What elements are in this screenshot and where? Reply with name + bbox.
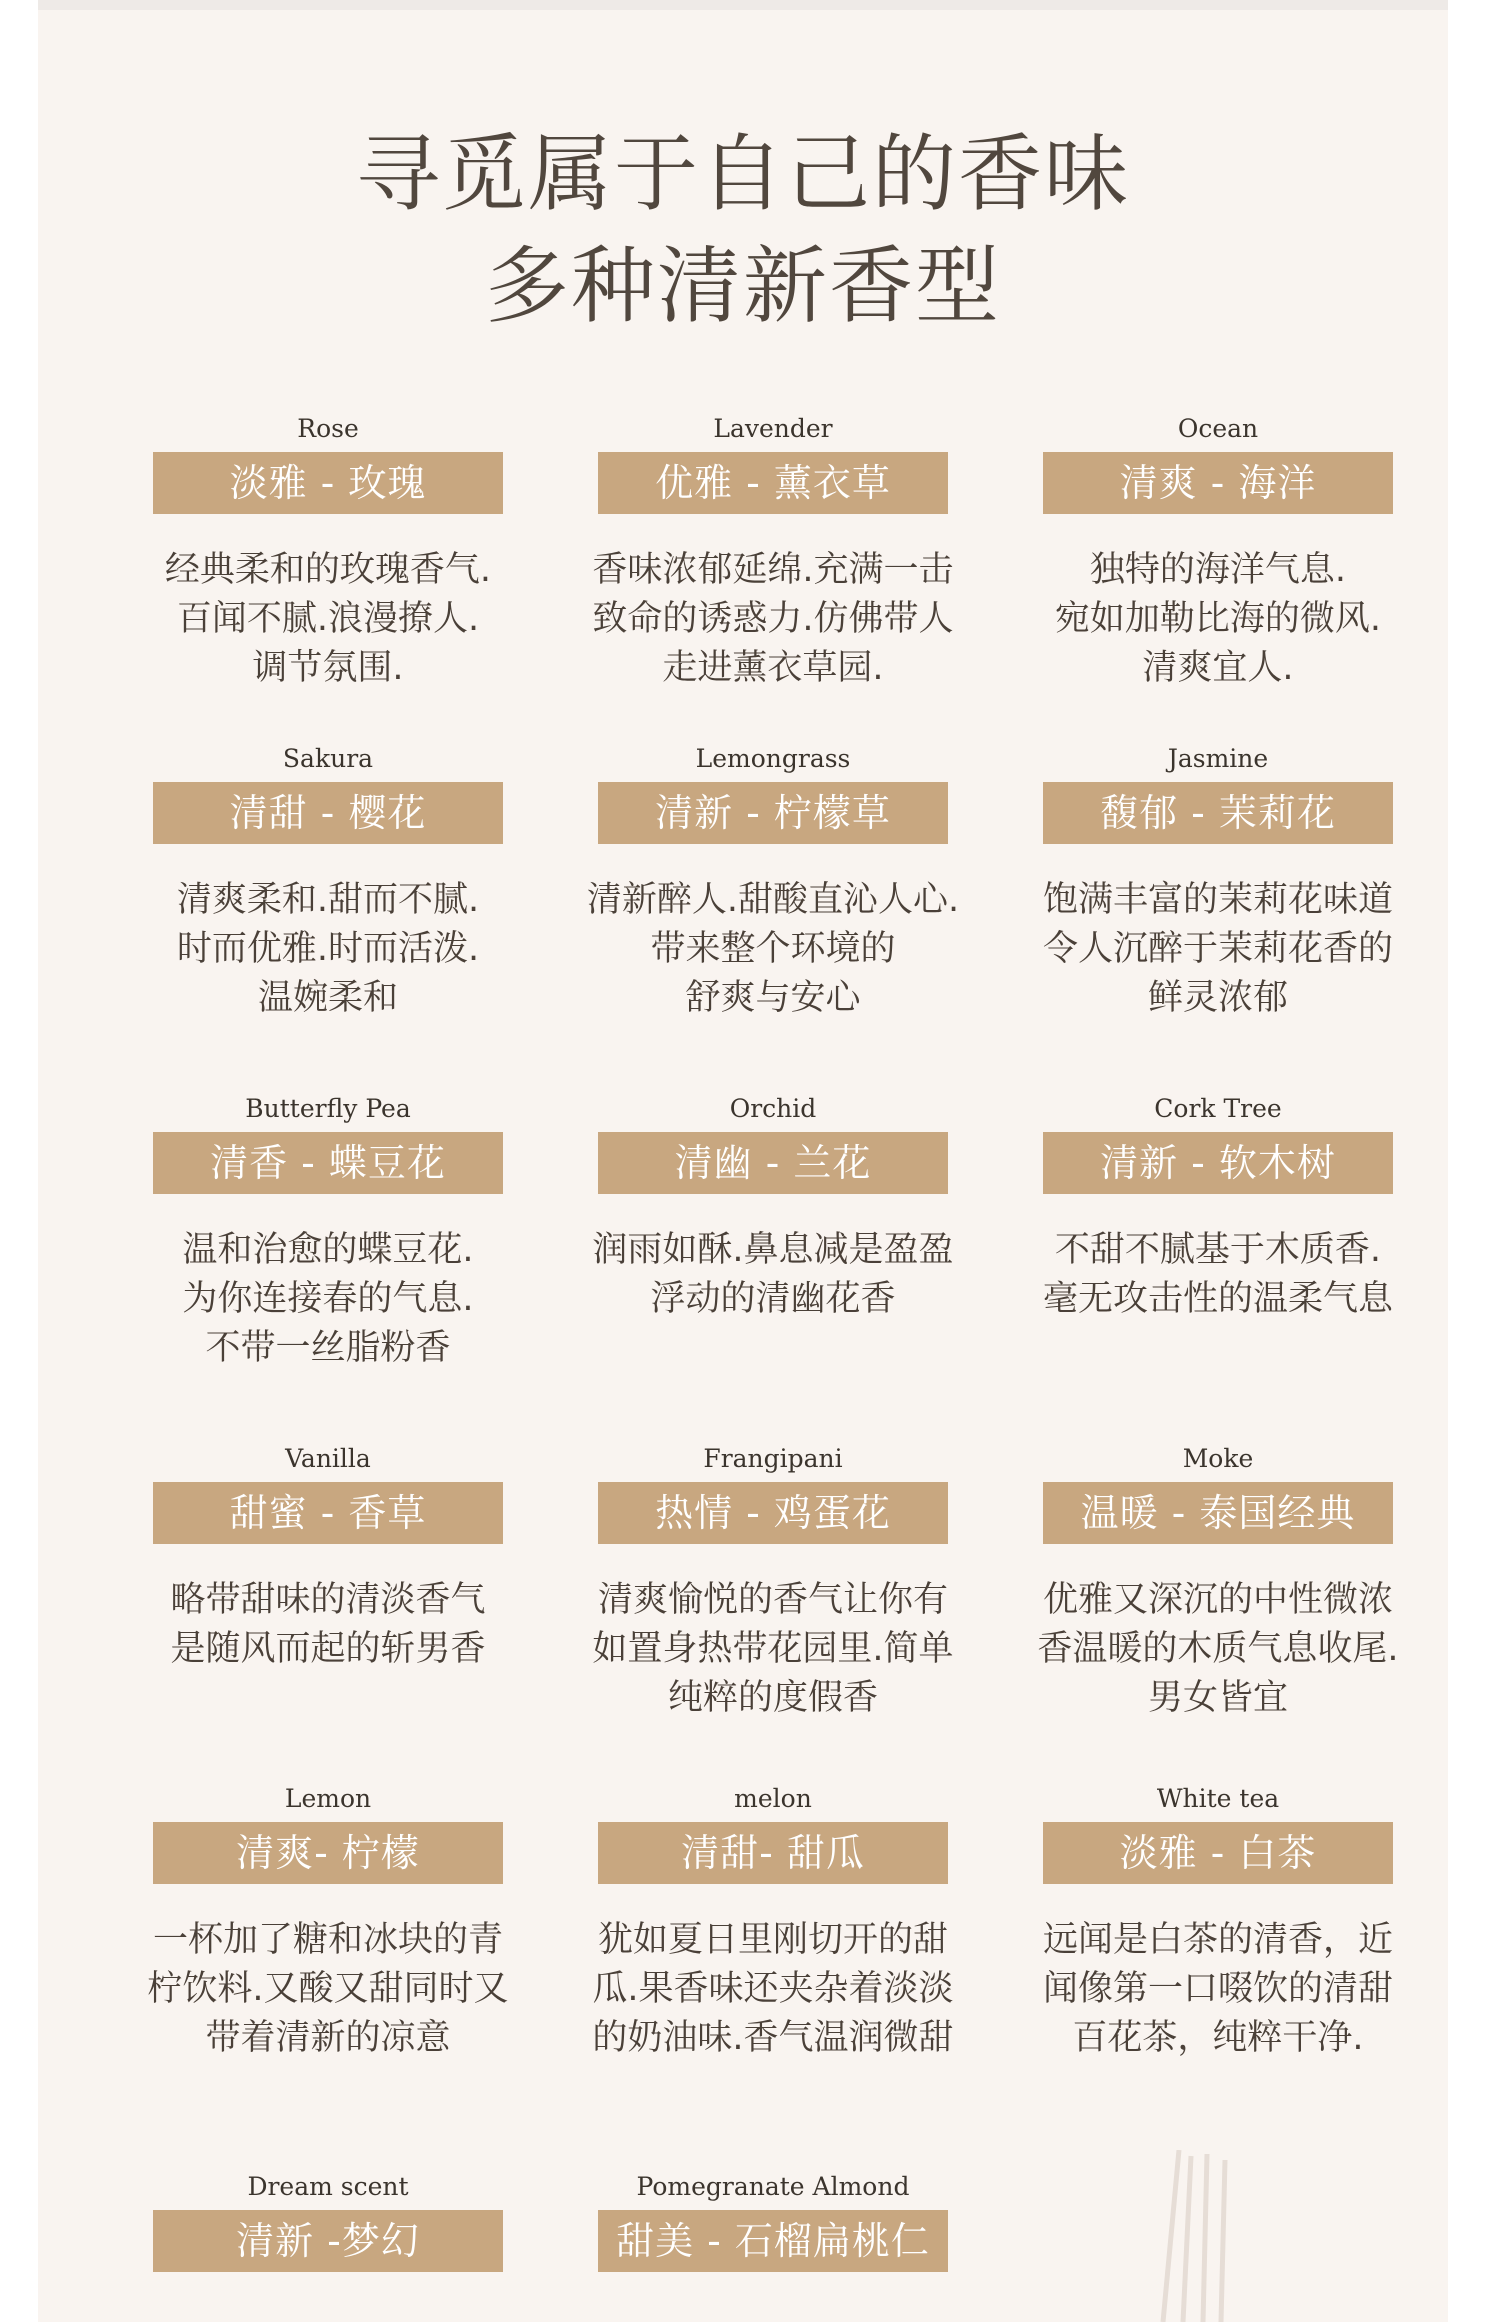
desc-line: 宛如加勒比海的微风.: [1054, 599, 1382, 639]
scent-card-orchid: [553, 1090, 993, 1324]
scent-english-name: Cork Tree: [1154, 1094, 1282, 1123]
scent-description: [553, 1916, 993, 2063]
scent-label-badge: 清新 - 软木树: [1043, 1132, 1393, 1194]
reed-diffuser-illustration: [1133, 2150, 1253, 2322]
scent-description: [108, 1576, 548, 1674]
desc-line: 犹如夏日里刚切开的甜: [597, 1920, 948, 1960]
scent-label-badge: 清新 -梦幻: [153, 2210, 503, 2272]
scent-card-jasmine: [998, 740, 1438, 1023]
scent-card-ocean: [998, 410, 1438, 693]
desc-line: 令人沉醉于茉莉花香的: [1042, 929, 1393, 969]
desc-line: 毫无攻击性的温柔气息: [1042, 1279, 1393, 1319]
scent-description: [553, 1576, 993, 1723]
desc-line: 如置身热带花园里.简单: [592, 1629, 954, 1669]
scent-english-name: White tea: [1156, 1784, 1280, 1813]
scent-description: [553, 1226, 993, 1324]
scent-english-name: Jasmine: [1167, 744, 1269, 773]
desc-line: 清爽柔和.甜而不腻.: [176, 880, 480, 920]
desc-line: 清爽宜人.: [1142, 648, 1294, 688]
title-line-1: 寻觅属于自己的香味: [355, 125, 1130, 223]
desc-line: 优雅又深沉的中性微浓: [1042, 1580, 1393, 1620]
desc-line: 舒爽与安心: [685, 978, 861, 1018]
scent-card-lemongrass: [553, 740, 993, 1023]
desc-line: 带着清新的凉意: [205, 2018, 451, 2058]
scent-label-badge: 清幽 - 兰花: [598, 1132, 948, 1194]
scent-card-vanilla: [108, 1440, 548, 1674]
scent-card-moke: [998, 1440, 1438, 1723]
desc-line: 柠饮料.又酸又甜同时又: [147, 1969, 509, 2009]
scent-label-badge: 清甜 - 樱花: [153, 782, 503, 844]
desc-line: 润雨如酥.鼻息减是盈盈: [592, 1230, 954, 1270]
scent-description: [108, 1916, 548, 2063]
page-title: [38, 118, 1448, 342]
desc-line: 远闻是白茶的清香，近: [1042, 1920, 1393, 1960]
scent-label-badge: 清香 - 蝶豆花: [153, 1132, 503, 1194]
desc-line: 百闻不腻.浪漫撩人.: [176, 599, 480, 639]
desc-line: 男女皆宜: [1147, 1678, 1288, 1718]
desc-line: 百花茶，纯粹干净.: [1072, 2018, 1364, 2058]
scent-card-white-tea: [998, 1780, 1438, 2063]
desc-line: 温婉柔和: [257, 978, 398, 1018]
scent-description: [553, 876, 993, 1023]
desc-line: 清爽愉悦的香气让你有: [597, 1580, 948, 1620]
desc-line: 走进薰衣草园.: [662, 648, 884, 688]
desc-line: 经典柔和的玫瑰香气.: [164, 550, 492, 590]
desc-line: 鲜灵浓郁: [1147, 978, 1288, 1018]
desc-line: 时而优雅.时而活泼.: [176, 929, 480, 969]
scent-english-name: Ocean: [1177, 414, 1259, 443]
scent-card-rose: [108, 410, 548, 693]
scent-label-badge: 清甜- 甜瓜: [598, 1822, 948, 1884]
scent-english-name: Moke: [1182, 1444, 1254, 1473]
desc-line: 一杯加了糖和冰块的青: [152, 1920, 503, 1960]
scent-english-name: Lemongrass: [695, 744, 851, 773]
scent-english-name: Orchid: [729, 1094, 817, 1123]
scent-english-name: Lavender: [713, 414, 833, 443]
scent-english-name: Rose: [297, 414, 359, 443]
scent-card-sakura: [108, 740, 548, 1023]
scent-english-name: Dream scent: [247, 2172, 409, 2201]
scent-label-badge: 清爽- 柠檬: [153, 1822, 503, 1884]
scent-catalog-page: [38, 0, 1448, 2322]
scent-description: [998, 1576, 1438, 1723]
scent-description: [998, 546, 1438, 693]
desc-line: 独特的海洋气息.: [1089, 550, 1347, 590]
scent-label-badge: 甜蜜 - 香草: [153, 1482, 503, 1544]
desc-line: 略带甜味的清淡香气: [170, 1580, 486, 1620]
desc-line: 是随风而起的斩男香: [170, 1629, 486, 1669]
desc-line: 浮动的清幽花香: [650, 1279, 896, 1319]
desc-line: 纯粹的度假香: [667, 1678, 878, 1718]
scent-english-name: Butterfly Pea: [245, 1094, 411, 1123]
scent-description: [553, 546, 993, 693]
desc-line: 不甜不腻基于木质香.: [1054, 1230, 1382, 1270]
desc-line: 为你连接春的气息.: [182, 1279, 474, 1319]
scent-card-frangipani: [553, 1440, 993, 1723]
desc-line: 温和治愈的蝶豆花.: [182, 1230, 474, 1270]
title-line-2: 多种清新香型: [484, 237, 1001, 335]
scent-label-badge: 淡雅 - 白茶: [1043, 1822, 1393, 1884]
scent-card-cork-tree: [998, 1090, 1438, 1324]
scent-description: [998, 1916, 1438, 2063]
desc-line: 调节氛围.: [252, 648, 404, 688]
desc-line: 清新醉人.甜酸直沁人心.: [586, 880, 960, 920]
scent-card-pomegranate-almond: [553, 2168, 993, 2272]
scent-label-badge: 温暖 - 泰国经典: [1043, 1482, 1393, 1544]
scent-english-name: Pomegranate Almond: [636, 2172, 910, 2201]
scent-card-lavender: [553, 410, 993, 693]
scent-label-badge: 清爽 - 海洋: [1043, 452, 1393, 514]
scent-label-badge: 馥郁 - 茉莉花: [1043, 782, 1393, 844]
desc-line: 闻像第一口啜饮的清甜: [1042, 1969, 1393, 2009]
scent-description: [998, 876, 1438, 1023]
scent-english-name: Sakura: [282, 744, 374, 773]
top-divider: [38, 0, 1448, 10]
scent-description: [108, 876, 548, 1023]
desc-line: 香温暖的木质气息收尾.: [1037, 1629, 1399, 1669]
scent-label-badge: 优雅 - 薰衣草: [598, 452, 948, 514]
scent-label-badge: 甜美 - 石榴扁桃仁: [598, 2210, 948, 2272]
scent-english-name: Frangipani: [703, 1444, 843, 1473]
scent-description: [108, 1226, 548, 1373]
scent-card-dream-scent: [108, 2168, 548, 2272]
scent-label-badge: 清新 - 柠檬草: [598, 782, 948, 844]
scent-card-lemon: [108, 1780, 548, 2063]
scent-english-name: Vanilla: [285, 1444, 371, 1473]
scent-label-badge: 淡雅 - 玫瑰: [153, 452, 503, 514]
desc-line: 带来整个环境的: [650, 929, 896, 969]
scent-description: [108, 546, 548, 693]
scent-description: [998, 1226, 1438, 1324]
scent-english-name: Lemon: [284, 1784, 372, 1813]
scent-english-name: melon: [734, 1784, 812, 1813]
desc-line: 饱满丰富的茉莉花味道: [1042, 880, 1393, 920]
desc-line: 的奶油味.香气温润微甜: [592, 2018, 954, 2058]
desc-line: 香味浓郁延绵.充满一击: [592, 550, 954, 590]
desc-line: 不带一丝脂粉香: [205, 1328, 451, 1368]
desc-line: 致命的诱惑力.仿佛带人: [592, 599, 954, 639]
scent-card-melon: [553, 1780, 993, 2063]
scent-label-badge: 热情 - 鸡蛋花: [598, 1482, 948, 1544]
desc-line: 瓜.果香味还夹杂着淡淡: [592, 1969, 954, 2009]
scent-card-butterfly-pea: [108, 1090, 548, 1373]
